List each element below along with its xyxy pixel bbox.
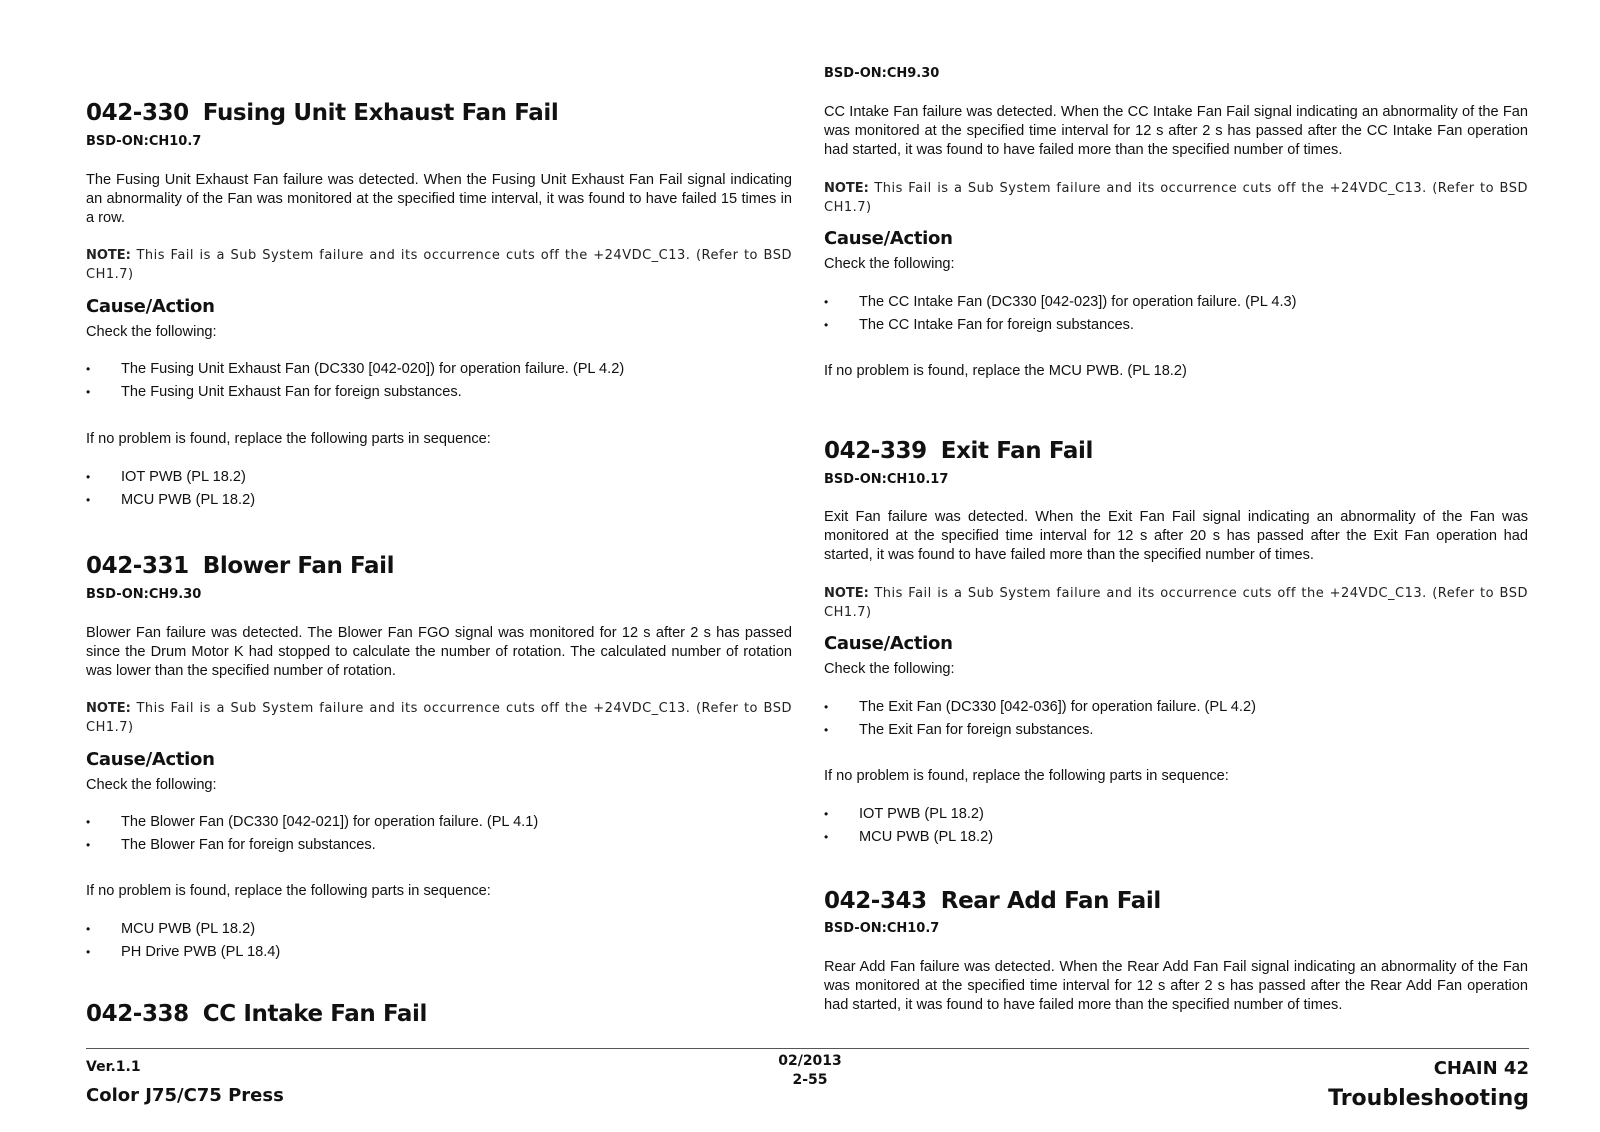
list-item: • IOT PWB (PL 18.2) <box>824 806 984 822</box>
fault-heading-042-330: 042-330 Fusing Unit Exhaust Fan Fail <box>86 100 559 126</box>
bsd-reference: BSD-ON:CH10.7 <box>86 134 202 149</box>
list-item: • The Blower Fan (DC330 [042-021]) for operation failure. (PL 4.1) <box>86 814 539 830</box>
footer-page-number: 2-55 <box>792 1072 828 1088</box>
check-list <box>824 291 1528 337</box>
list-item: • MCU PWB (PL 18.2) <box>86 492 256 508</box>
footer-product: Color J75/C75 Press <box>86 1085 284 1106</box>
list-item: • MCU PWB (PL 18.2) <box>86 921 256 937</box>
cause-action-heading: Cause/Action <box>824 633 953 654</box>
footer-section: Troubleshooting <box>1328 1086 1529 1111</box>
replace-instruction: If no problem is found, replace the MCU PWB. (PL 18.2) <box>824 363 1187 379</box>
footer-version: Ver.1.1 <box>86 1059 141 1075</box>
footer-chain: CHAIN 42 <box>1433 1058 1529 1079</box>
note: NOTE: This Fail is a Sub System failure and its occurrence cuts off the +24VDC_C13. (Refer to BSD CH1.7) <box>86 248 792 282</box>
note: NOTE: This Fail is a Sub System failure and its occurrence cuts off the +24VDC_C13. (Refer to BSD CH1.7) <box>824 181 1528 215</box>
fault-description: The Fusing Unit Exhaust Fan failure was detected. When the Fusing Unit Exhaust Fan Fail signal indicating an abnormality of the Fan was monitored at the specified time interval, it was found to have failed 15 times in a row. <box>86 172 792 226</box>
list-item: • The Fusing Unit Exhaust Fan for foreign substances. <box>86 384 462 400</box>
fault-heading-042-331: 042-331 Blower Fan Fail <box>86 553 395 579</box>
replace-list <box>86 918 792 964</box>
cause-action-heading: Cause/Action <box>86 296 215 317</box>
bsd-reference: BSD-ON:CH10.7 <box>824 921 940 936</box>
list-item: • The Exit Fan for foreign substances. <box>824 722 1094 738</box>
footer-divider <box>86 1048 1529 1049</box>
list-item: • MCU PWB (PL 18.2) <box>824 829 994 845</box>
replace-list <box>824 803 1528 849</box>
list-item: • PH Drive PWB (PL 18.4) <box>86 944 281 960</box>
footer-date: 02/2013 <box>778 1053 842 1069</box>
cause-action-heading: Cause/Action <box>824 228 953 249</box>
note: NOTE: This Fail is a Sub System failure and its occurrence cuts off the +24VDC_C13. (Refer to BSD CH1.7) <box>824 586 1528 620</box>
fault-description: Blower Fan failure was detected. The Blower Fan FGO signal was monitored for 12 s after 2 s has passed since the Drum Motor K had stopped to calculate the number of rotation. The calculated number of rotation was lower than the specified number of rotation. <box>86 625 792 679</box>
check-intro: Check the following: <box>824 256 955 272</box>
check-intro: Check the following: <box>824 661 955 677</box>
list-item: • The Exit Fan (DC330 [042-036]) for operation failure. (PL 4.2) <box>824 699 1256 715</box>
replace-intro: If no problem is found, replace the following parts in sequence: <box>86 883 491 899</box>
check-list <box>86 358 792 404</box>
cause-action-heading: Cause/Action <box>86 749 215 770</box>
fault-description: Rear Add Fan failure was detected. When the Rear Add Fan Fail signal indicating an abnormality of the Fan was monitored at the specified time interval for 12 s after 2 s has passed after the Rear Add Fan operation had started, it was found to have failed more than the specified number of times. <box>824 959 1528 1013</box>
fault-heading-042-339: 042-339 Exit Fan Fail <box>824 438 1093 464</box>
list-item: • The CC Intake Fan for foreign substances. <box>824 317 1134 333</box>
list-item: • IOT PWB (PL 18.2) <box>86 469 246 485</box>
fault-heading-042-343: 042-343 Rear Add Fan Fail <box>824 888 1161 914</box>
replace-intro: If no problem is found, replace the following parts in sequence: <box>824 768 1229 784</box>
check-intro: Check the following: <box>86 777 217 793</box>
replace-intro: If no problem is found, replace the following parts in sequence: <box>86 431 491 447</box>
bsd-reference: BSD-ON:CH9.30 <box>86 587 202 602</box>
check-list <box>86 811 792 857</box>
bsd-reference: BSD-ON:CH9.30 <box>824 66 940 81</box>
check-list <box>824 696 1528 742</box>
fault-description: CC Intake Fan failure was detected. When the CC Intake Fan Fail signal indicating an abnormality of the Fan was monitored at the specified time interval for 12 s after 2 s has passed after the CC Intake Fan operation had started, it was found to have failed more than the specified number of times. <box>824 104 1528 158</box>
list-item: • The Fusing Unit Exhaust Fan (DC330 [042-020]) for operation failure. (PL 4.2) <box>86 361 625 377</box>
fault-description: Exit Fan failure was detected. When the Exit Fan Fail signal indicating an abnormality of the Fan was monitored at the specified time interval for 12 s after 20 s has passed after the Exit Fan operation had started, it was found to have failed more than the specified number of times. <box>824 509 1528 563</box>
replace-list <box>86 466 792 512</box>
list-item: • The Blower Fan for foreign substances. <box>86 837 376 853</box>
list-item: • The CC Intake Fan (DC330 [042-023]) for operation failure. (PL 4.3) <box>824 294 1297 310</box>
note: NOTE: This Fail is a Sub System failure and its occurrence cuts off the +24VDC_C13. (Refer to BSD CH1.7) <box>86 701 792 735</box>
fault-heading-042-338: 042-338 CC Intake Fan Fail <box>86 1001 427 1027</box>
bsd-reference: BSD-ON:CH10.17 <box>824 472 949 487</box>
check-intro: Check the following: <box>86 324 217 340</box>
